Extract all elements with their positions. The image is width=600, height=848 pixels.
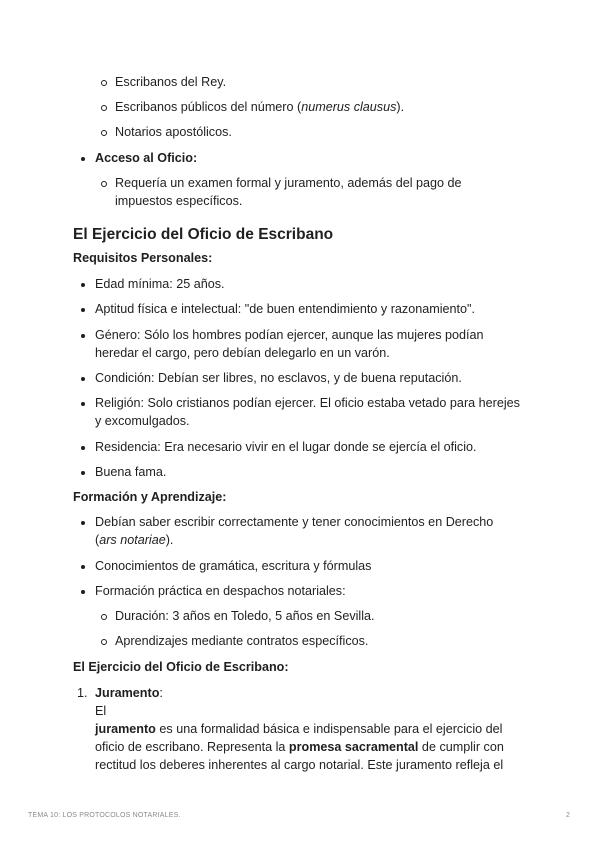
footer-title: TEMA 10: LOS PROTOCOLOS NOTARIALES.: [28, 812, 181, 819]
acceso-detail-line1: Requería un examen formal y juramento, además del pago de: [115, 176, 462, 190]
ordered-number: 1.: [77, 686, 88, 700]
bullet-hollow: [101, 639, 107, 645]
page-number: 2: [566, 812, 571, 819]
list-item-condicion: Condición: Debían ser libres, no esclavos, y de buena reputación.: [95, 371, 462, 385]
bullet-hollow: [101, 130, 107, 136]
text: ).: [165, 533, 174, 547]
formacion-heading: Formación y Aprendizaje:: [73, 490, 227, 504]
bullet: [81, 334, 85, 338]
section-title: El Ejercicio del Oficio de Escribano: [73, 226, 334, 243]
list-item-fama: Buena fama.: [95, 465, 167, 479]
list-item-escribir-line2: [95, 531, 173, 549]
bullet-hollow: [101, 105, 107, 111]
list-item-escribanos-numero: [115, 98, 404, 116]
bullet: [81, 377, 85, 381]
paragraph-line1: [95, 720, 502, 738]
text: (: [95, 533, 100, 547]
list-item-religion-line2: y excomulgados.: [95, 414, 190, 428]
bullet: [81, 402, 85, 406]
text: de cumplir con: [418, 740, 504, 754]
text: oficio de escribano. Representa la: [95, 740, 289, 754]
list-item-aptitud: Aptitud física e intelectual: "de buen entendimiento y razonamiento".: [95, 302, 475, 316]
requisitos-heading: Requisitos Personales:: [73, 251, 213, 265]
bullet: [81, 590, 85, 594]
acceso-label: Acceso al Oficio:: [95, 151, 198, 165]
bullet: [81, 283, 85, 287]
bullet: [81, 157, 85, 161]
text: es una formalidad básica e indispensable para el ejercicio del: [155, 722, 503, 736]
list-item-practica: Formación práctica en despachos notariales:: [95, 584, 346, 598]
bullet: [81, 471, 85, 475]
list-item-escribanos-rey: Escribanos del Rey.: [115, 75, 227, 89]
list-item-genero-line2: heredar el cargo, pero debían delegarlo en un varón.: [95, 346, 390, 360]
bullet: [81, 521, 85, 525]
emphasis: ars notariae: [99, 533, 166, 547]
bullet-hollow: [101, 181, 107, 187]
paragraph-el: El: [95, 704, 107, 718]
bullet: [81, 308, 85, 312]
bullet: [81, 565, 85, 569]
list-item-residencia: Residencia: Era necesario vivir en el lugar donde se ejercía el oficio.: [95, 440, 477, 454]
list-item-notarios: Notarios apostólicos.: [115, 125, 232, 139]
list-item-duracion: Duración: 3 años en Toledo, 5 años en Sevilla.: [115, 609, 375, 623]
juramento-label: Juramento: [95, 686, 160, 700]
list-item-conocimientos: Conocimientos de gramática, escritura y fórmulas: [95, 559, 372, 573]
bold-term: juramento: [95, 722, 156, 736]
bullet: [81, 446, 85, 450]
emphasis: numerus clausus: [301, 100, 397, 114]
bold-term: promesa sacramental: [288, 740, 419, 754]
bullet-hollow: [101, 80, 107, 86]
paragraph-line3: rectitud los deberes inherentes al cargo notarial. Este juramento refleja el: [95, 758, 504, 772]
juramento-title: [95, 684, 163, 702]
text: ).: [396, 100, 405, 114]
ejercicio-heading: El Ejercicio del Oficio de Escribano:: [73, 660, 289, 674]
list-item-genero-line1: Género: Sólo los hombres podían ejercer, aunque las mujeres podían: [95, 328, 484, 342]
list-item-escribir-line1: Debían saber escribir correctamente y tener conocimientos en Derecho: [95, 515, 494, 529]
paragraph-line2: [95, 738, 504, 756]
bullet-hollow: [101, 614, 107, 620]
acceso-detail-line2: impuestos específicos.: [115, 194, 243, 208]
list-item-edad: Edad mínima: 25 años.: [95, 277, 225, 291]
list-item-aprendizajes: Aprendizajes mediante contratos específicos.: [115, 634, 369, 648]
list-item-religion-line1: Religión: Solo cristianos podían ejercer. El oficio estaba vetado para herejes: [95, 396, 520, 410]
colon: :: [159, 686, 163, 700]
text: Escribanos públicos del número (: [115, 100, 302, 114]
